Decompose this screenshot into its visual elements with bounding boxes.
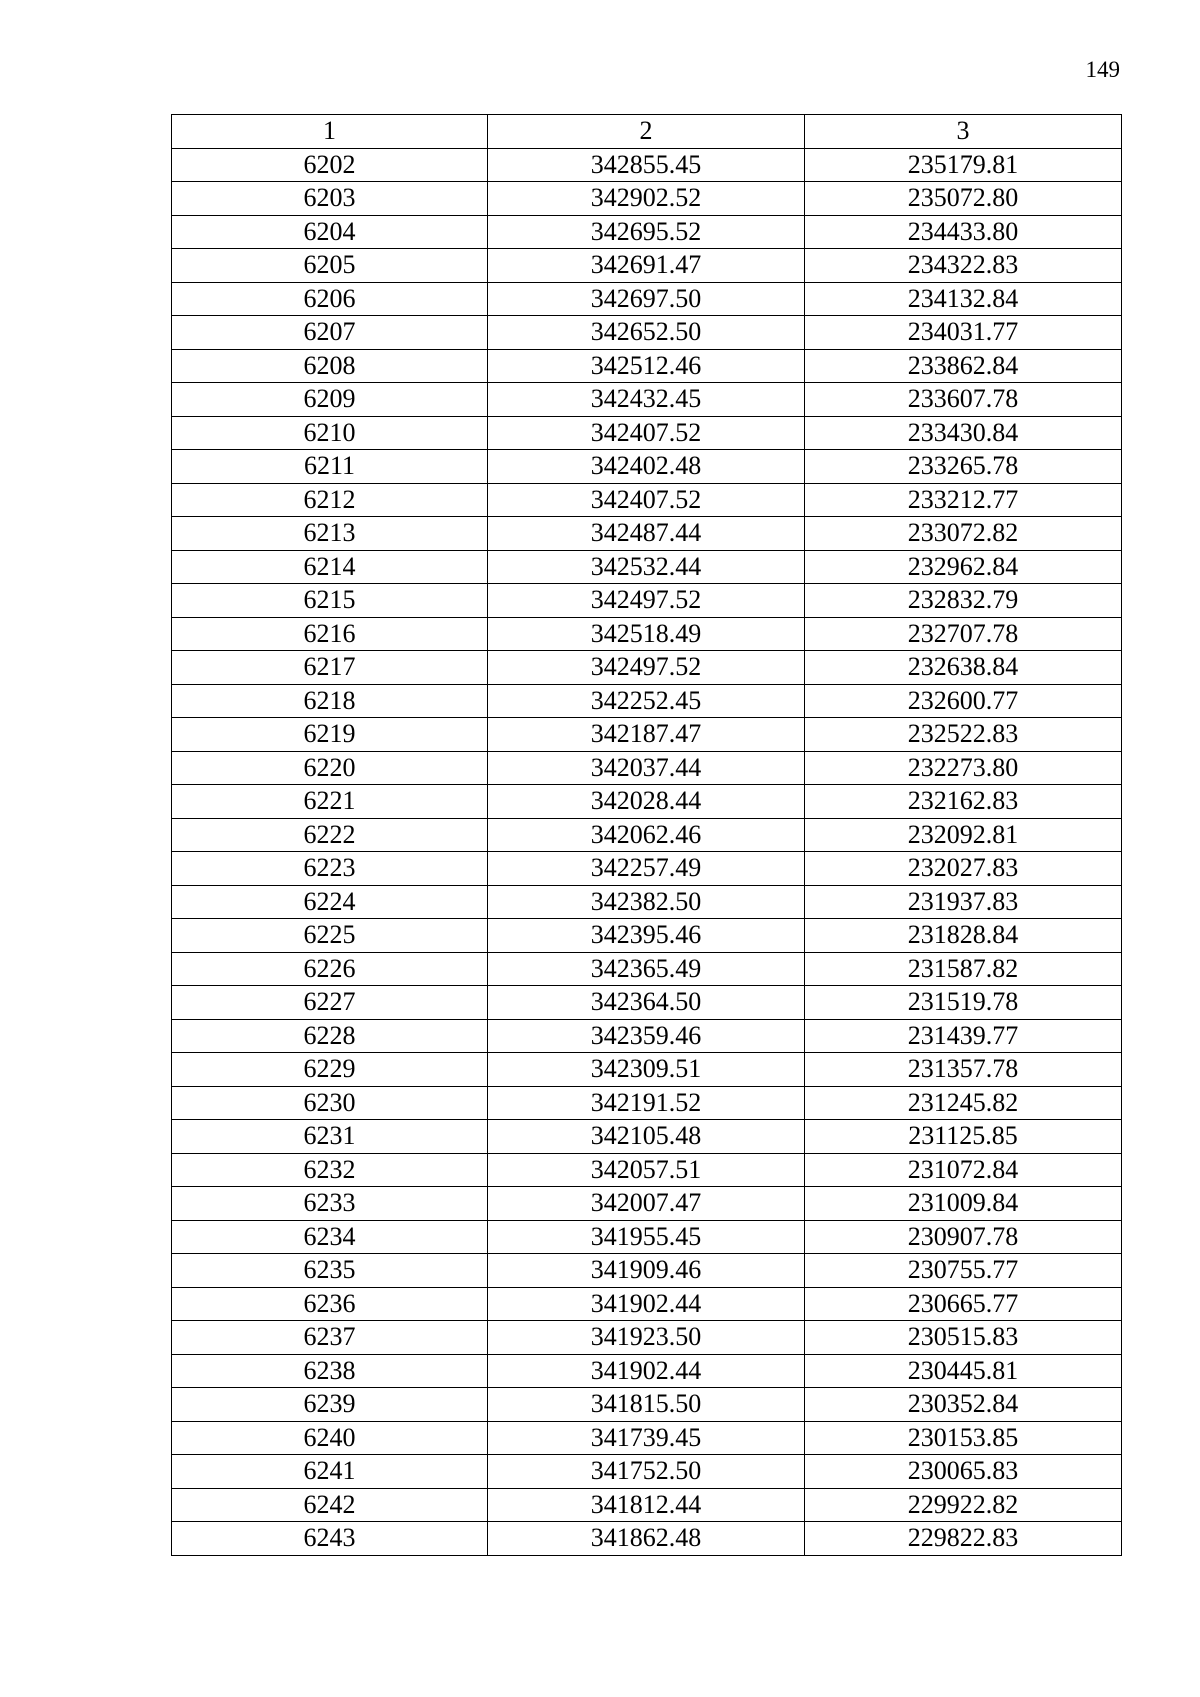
x-coordinate-cell: 342902.52 xyxy=(488,182,805,216)
point-number-cell: 6217 xyxy=(172,651,488,685)
y-coordinate-cell: 233862.84 xyxy=(805,349,1122,383)
y-coordinate-cell: 230665.77 xyxy=(805,1287,1122,1321)
x-coordinate-cell: 341862.48 xyxy=(488,1522,805,1556)
table-row xyxy=(172,1321,1122,1355)
point-number-cell: 6238 xyxy=(172,1354,488,1388)
table-row xyxy=(172,885,1122,919)
y-coordinate-cell: 230907.78 xyxy=(805,1220,1122,1254)
x-coordinate-cell: 341909.46 xyxy=(488,1254,805,1288)
y-coordinate-cell: 232707.78 xyxy=(805,617,1122,651)
x-coordinate-cell: 342691.47 xyxy=(488,249,805,283)
x-coordinate-cell: 341923.50 xyxy=(488,1321,805,1355)
x-coordinate-cell: 342518.49 xyxy=(488,617,805,651)
x-coordinate-cell: 342037.44 xyxy=(488,751,805,785)
x-coordinate-cell: 342007.47 xyxy=(488,1187,805,1221)
x-coordinate-cell: 342028.44 xyxy=(488,785,805,819)
table-row xyxy=(172,1187,1122,1221)
point-number-cell: 6242 xyxy=(172,1488,488,1522)
x-coordinate-cell: 342497.52 xyxy=(488,584,805,618)
table-row xyxy=(172,584,1122,618)
point-number-cell: 6240 xyxy=(172,1421,488,1455)
table-row xyxy=(172,818,1122,852)
point-number-cell: 6225 xyxy=(172,919,488,953)
table-row xyxy=(172,349,1122,383)
x-coordinate-cell: 342697.50 xyxy=(488,282,805,316)
table-row xyxy=(172,1120,1122,1154)
point-number-cell: 6213 xyxy=(172,517,488,551)
y-coordinate-cell: 230515.83 xyxy=(805,1321,1122,1355)
x-coordinate-cell: 341955.45 xyxy=(488,1220,805,1254)
x-coordinate-cell: 342382.50 xyxy=(488,885,805,919)
point-number-cell: 6231 xyxy=(172,1120,488,1154)
y-coordinate-cell: 229822.83 xyxy=(805,1522,1122,1556)
table-row xyxy=(172,651,1122,685)
point-number-cell: 6233 xyxy=(172,1187,488,1221)
point-number-cell: 6239 xyxy=(172,1388,488,1422)
x-coordinate-cell: 342402.48 xyxy=(488,450,805,484)
y-coordinate-cell: 232273.80 xyxy=(805,751,1122,785)
page-number: 149 xyxy=(1085,57,1120,82)
x-coordinate-cell: 342497.52 xyxy=(488,651,805,685)
table-row xyxy=(172,1153,1122,1187)
table-row xyxy=(172,1287,1122,1321)
y-coordinate-cell: 232962.84 xyxy=(805,550,1122,584)
y-coordinate-cell: 232162.83 xyxy=(805,785,1122,819)
x-coordinate-cell: 342365.49 xyxy=(488,952,805,986)
y-coordinate-cell: 231828.84 xyxy=(805,919,1122,953)
point-number-cell: 6226 xyxy=(172,952,488,986)
x-coordinate-cell: 342512.46 xyxy=(488,349,805,383)
y-coordinate-cell: 234322.83 xyxy=(805,249,1122,283)
y-coordinate-cell: 230445.81 xyxy=(805,1354,1122,1388)
y-coordinate-cell: 231519.78 xyxy=(805,986,1122,1020)
point-number-cell: 6203 xyxy=(172,182,488,216)
point-number-cell: 6218 xyxy=(172,684,488,718)
point-number-cell: 6228 xyxy=(172,1019,488,1053)
y-coordinate-cell: 231125.85 xyxy=(805,1120,1122,1154)
y-coordinate-cell: 230352.84 xyxy=(805,1388,1122,1422)
y-coordinate-cell: 233265.78 xyxy=(805,450,1122,484)
column-header: 2 xyxy=(488,115,805,149)
y-coordinate-cell: 231245.82 xyxy=(805,1086,1122,1120)
y-coordinate-cell: 232092.81 xyxy=(805,818,1122,852)
x-coordinate-cell: 341812.44 xyxy=(488,1488,805,1522)
x-coordinate-cell: 342191.52 xyxy=(488,1086,805,1120)
point-number-cell: 6220 xyxy=(172,751,488,785)
x-coordinate-cell: 342395.46 xyxy=(488,919,805,953)
table-row xyxy=(172,550,1122,584)
point-number-cell: 6216 xyxy=(172,617,488,651)
x-coordinate-cell: 342407.52 xyxy=(488,416,805,450)
point-number-cell: 6222 xyxy=(172,818,488,852)
table-row xyxy=(172,1254,1122,1288)
table-row xyxy=(172,1220,1122,1254)
table-header-row xyxy=(172,115,1122,149)
y-coordinate-cell: 231357.78 xyxy=(805,1053,1122,1087)
table-row xyxy=(172,282,1122,316)
table-row xyxy=(172,1388,1122,1422)
x-coordinate-cell: 342309.51 xyxy=(488,1053,805,1087)
table-row xyxy=(172,316,1122,350)
table-row xyxy=(172,617,1122,651)
point-number-cell: 6234 xyxy=(172,1220,488,1254)
table-row xyxy=(172,215,1122,249)
table-row xyxy=(172,1354,1122,1388)
x-coordinate-cell: 342062.46 xyxy=(488,818,805,852)
table-row xyxy=(172,148,1122,182)
x-coordinate-cell: 341815.50 xyxy=(488,1388,805,1422)
table-row xyxy=(172,718,1122,752)
x-coordinate-cell: 341739.45 xyxy=(488,1421,805,1455)
table-row xyxy=(172,751,1122,785)
x-coordinate-cell: 341902.44 xyxy=(488,1354,805,1388)
y-coordinate-cell: 232522.83 xyxy=(805,718,1122,752)
point-number-cell: 6221 xyxy=(172,785,488,819)
y-coordinate-cell: 231072.84 xyxy=(805,1153,1122,1187)
y-coordinate-cell: 231587.82 xyxy=(805,952,1122,986)
x-coordinate-cell: 342487.44 xyxy=(488,517,805,551)
coordinates-table xyxy=(171,114,1122,1556)
y-coordinate-cell: 233430.84 xyxy=(805,416,1122,450)
y-coordinate-cell: 234132.84 xyxy=(805,282,1122,316)
y-coordinate-cell: 234031.77 xyxy=(805,316,1122,350)
point-number-cell: 6229 xyxy=(172,1053,488,1087)
x-coordinate-cell: 342057.51 xyxy=(488,1153,805,1187)
point-number-cell: 6236 xyxy=(172,1287,488,1321)
x-coordinate-cell: 342257.49 xyxy=(488,852,805,886)
point-number-cell: 6208 xyxy=(172,349,488,383)
y-coordinate-cell: 230755.77 xyxy=(805,1254,1122,1288)
point-number-cell: 6214 xyxy=(172,550,488,584)
y-coordinate-cell: 233072.82 xyxy=(805,517,1122,551)
table-row xyxy=(172,986,1122,1020)
point-number-cell: 6212 xyxy=(172,483,488,517)
table-row xyxy=(172,483,1122,517)
point-number-cell: 6204 xyxy=(172,215,488,249)
table-row xyxy=(172,450,1122,484)
table-row xyxy=(172,684,1122,718)
table-row xyxy=(172,1053,1122,1087)
table-body xyxy=(172,115,1122,1556)
table-row xyxy=(172,1522,1122,1556)
x-coordinate-cell: 341902.44 xyxy=(488,1287,805,1321)
x-coordinate-cell: 341752.50 xyxy=(488,1455,805,1489)
y-coordinate-cell: 232027.83 xyxy=(805,852,1122,886)
x-coordinate-cell: 342105.48 xyxy=(488,1120,805,1154)
table-row xyxy=(172,785,1122,819)
x-coordinate-cell: 342432.45 xyxy=(488,383,805,417)
y-coordinate-cell: 233607.78 xyxy=(805,383,1122,417)
point-number-cell: 6209 xyxy=(172,383,488,417)
table-row xyxy=(172,383,1122,417)
x-coordinate-cell: 342855.45 xyxy=(488,148,805,182)
point-number-cell: 6202 xyxy=(172,148,488,182)
point-number-cell: 6227 xyxy=(172,986,488,1020)
y-coordinate-cell: 233212.77 xyxy=(805,483,1122,517)
point-number-cell: 6230 xyxy=(172,1086,488,1120)
column-header: 3 xyxy=(805,115,1122,149)
y-coordinate-cell: 235179.81 xyxy=(805,148,1122,182)
y-coordinate-cell: 234433.80 xyxy=(805,215,1122,249)
x-coordinate-cell: 342652.50 xyxy=(488,316,805,350)
table-row xyxy=(172,852,1122,886)
point-number-cell: 6205 xyxy=(172,249,488,283)
point-number-cell: 6237 xyxy=(172,1321,488,1355)
point-number-cell: 6241 xyxy=(172,1455,488,1489)
table-row xyxy=(172,182,1122,216)
x-coordinate-cell: 342407.52 xyxy=(488,483,805,517)
x-coordinate-cell: 342187.47 xyxy=(488,718,805,752)
table-row xyxy=(172,517,1122,551)
x-coordinate-cell: 342532.44 xyxy=(488,550,805,584)
point-number-cell: 6215 xyxy=(172,584,488,618)
y-coordinate-cell: 230153.85 xyxy=(805,1421,1122,1455)
x-coordinate-cell: 342364.50 xyxy=(488,986,805,1020)
y-coordinate-cell: 232600.77 xyxy=(805,684,1122,718)
table-row xyxy=(172,919,1122,953)
point-number-cell: 6243 xyxy=(172,1522,488,1556)
x-coordinate-cell: 342695.52 xyxy=(488,215,805,249)
column-header: 1 xyxy=(172,115,488,149)
point-number-cell: 6232 xyxy=(172,1153,488,1187)
y-coordinate-cell: 235072.80 xyxy=(805,182,1122,216)
x-coordinate-cell: 342252.45 xyxy=(488,684,805,718)
table-row xyxy=(172,1421,1122,1455)
x-coordinate-cell: 342359.46 xyxy=(488,1019,805,1053)
point-number-cell: 6206 xyxy=(172,282,488,316)
point-number-cell: 6224 xyxy=(172,885,488,919)
y-coordinate-cell: 232638.84 xyxy=(805,651,1122,685)
y-coordinate-cell: 230065.83 xyxy=(805,1455,1122,1489)
table-row xyxy=(172,1455,1122,1489)
point-number-cell: 6223 xyxy=(172,852,488,886)
table-row xyxy=(172,249,1122,283)
y-coordinate-cell: 231009.84 xyxy=(805,1187,1122,1221)
table-row xyxy=(172,1086,1122,1120)
point-number-cell: 6235 xyxy=(172,1254,488,1288)
table-row xyxy=(172,1488,1122,1522)
point-number-cell: 6207 xyxy=(172,316,488,350)
y-coordinate-cell: 229922.82 xyxy=(805,1488,1122,1522)
point-number-cell: 6210 xyxy=(172,416,488,450)
y-coordinate-cell: 231937.83 xyxy=(805,885,1122,919)
point-number-cell: 6211 xyxy=(172,450,488,484)
y-coordinate-cell: 232832.79 xyxy=(805,584,1122,618)
table-row xyxy=(172,952,1122,986)
point-number-cell: 6219 xyxy=(172,718,488,752)
table-row xyxy=(172,416,1122,450)
y-coordinate-cell: 231439.77 xyxy=(805,1019,1122,1053)
table-row xyxy=(172,1019,1122,1053)
